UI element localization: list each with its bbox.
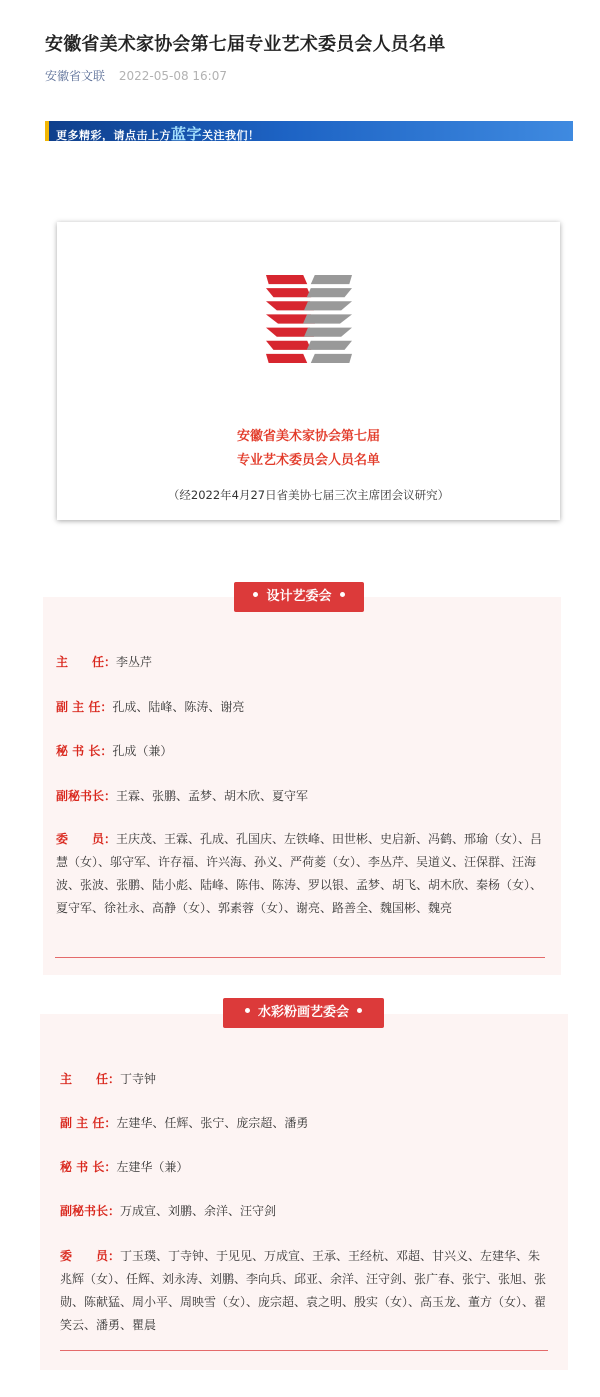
logo-left-stripe	[266, 354, 307, 363]
banner-text-highlight: 蓝字	[171, 125, 203, 143]
author-link[interactable]: 安徽省文联	[45, 69, 106, 83]
row-value: 王庆茂、王霖、孔成、孔国庆、左铁峰、田世彬、史启新、冯鹤、邢瑜（女）、吕慧（女）、邬守军、许存福、许兴海、孙义、严荷菱（女）、李丛芹、吴道义、汪保群、汪海波、张波、张鹏、陆小彪、陆峰、陈伟、陈涛、罗以银、孟梦、胡飞、胡木欣、秦杨（女）、夏守军、徐社永、高静（女）、郭素蓉（女）、谢亮、路善全、魏国彬、魏亮	[56, 832, 543, 915]
logo-left-stripe	[266, 288, 311, 297]
deputy-secretary-row	[56, 785, 546, 808]
row-label: 秘 书 长：	[60, 1160, 117, 1174]
logo-right-stripe	[311, 354, 352, 363]
cover-note: （经2022年4月27日省美协七届三次主席团会议研究）	[167, 488, 450, 502]
section-divider	[60, 1350, 548, 1351]
row-label: 主 任：	[60, 1072, 121, 1086]
follow-banner-text	[56, 123, 260, 144]
director-row	[60, 1068, 552, 1091]
bullet-dot	[253, 592, 258, 597]
bullet-dot	[340, 592, 345, 597]
section-title-watercolor	[223, 998, 384, 1028]
cover-title-line2: 专业艺术委员会人员名单	[236, 453, 380, 468]
row-value: 丁寺钟	[120, 1072, 157, 1086]
article-meta	[45, 67, 227, 84]
association-logo	[264, 269, 354, 374]
cover-card	[57, 222, 560, 520]
publish-date: 2022-05-08 16:07	[118, 69, 227, 83]
section-title-text: 设计艺委会	[266, 589, 332, 604]
logo-left-stripe	[266, 341, 311, 350]
article-title: 安徽省美术家协会第七届专业艺术委员会人员名单	[45, 34, 446, 55]
row-label: 委 员：	[60, 1249, 121, 1263]
row-value: 万成宣、刘鹏、余洋、汪守剑	[120, 1204, 277, 1218]
bullet-dot	[357, 1008, 362, 1013]
logo-right-stripe	[311, 275, 352, 284]
row-value: 左建华（兼）	[116, 1160, 189, 1174]
members-row	[60, 1245, 552, 1337]
logo-left-stripe	[266, 275, 307, 284]
logo-right-stripe	[304, 301, 352, 310]
row-value: 孔成（兼）	[112, 744, 173, 758]
row-value: 左建华、任辉、张宁、庞宗超、潘勇	[116, 1116, 309, 1130]
logo-right-stripe	[304, 328, 352, 337]
director-row	[56, 651, 546, 674]
cover-title-line1: 安徽省美术家协会第七届	[236, 429, 380, 444]
secretary-general-row	[56, 740, 546, 763]
row-label: 副 主 任：	[56, 700, 113, 714]
row-value: 李丛芹	[116, 655, 153, 669]
members-row	[56, 828, 546, 920]
row-label: 副秘书长：	[60, 1204, 121, 1218]
follow-banner[interactable]	[45, 121, 573, 141]
deputy-secretary-row	[60, 1200, 552, 1223]
banner-text-before: 更多精彩，请点击上方	[56, 129, 171, 142]
logo-right-stripe	[303, 314, 352, 323]
deputy-director-row	[60, 1112, 552, 1135]
row-value: 孔成、陆峰、陈涛、谢亮	[112, 700, 245, 714]
row-label: 委 员：	[56, 832, 117, 846]
bullet-dot	[245, 1008, 250, 1013]
row-label: 主 任：	[56, 655, 117, 669]
banner-text-after: 关注我们！	[202, 129, 260, 142]
secretary-general-row	[60, 1156, 552, 1179]
deputy-director-row	[56, 696, 546, 719]
section-title-design	[234, 582, 364, 612]
logo-right-stripe	[307, 288, 352, 297]
section-title-text: 水彩粉画艺委会	[257, 1005, 349, 1020]
row-label: 秘 书 长：	[56, 744, 113, 758]
row-label: 副 主 任：	[60, 1116, 117, 1130]
section-divider	[55, 957, 545, 958]
row-value: 丁玉璞、丁寺钟、于见见、万成宣、王承、王经杭、邓超、甘兴义、左建华、朱兆辉（女）、任辉、刘永涛、刘鹏、李向兵、邱亚、余洋、汪守剑、张广春、张宁、张旭、张勋、陈献猛、周小平、周映雪（女）、庞宗超、袁之明、殷实（女）、高玉龙、董方（女）、翟笑云、潘勇、瞿晨	[60, 1249, 547, 1332]
logo-right-stripe	[307, 341, 352, 350]
row-label: 副秘书长：	[56, 789, 117, 803]
row-value: 王霖、张鹏、孟梦、胡木欣、夏守军	[116, 789, 309, 803]
